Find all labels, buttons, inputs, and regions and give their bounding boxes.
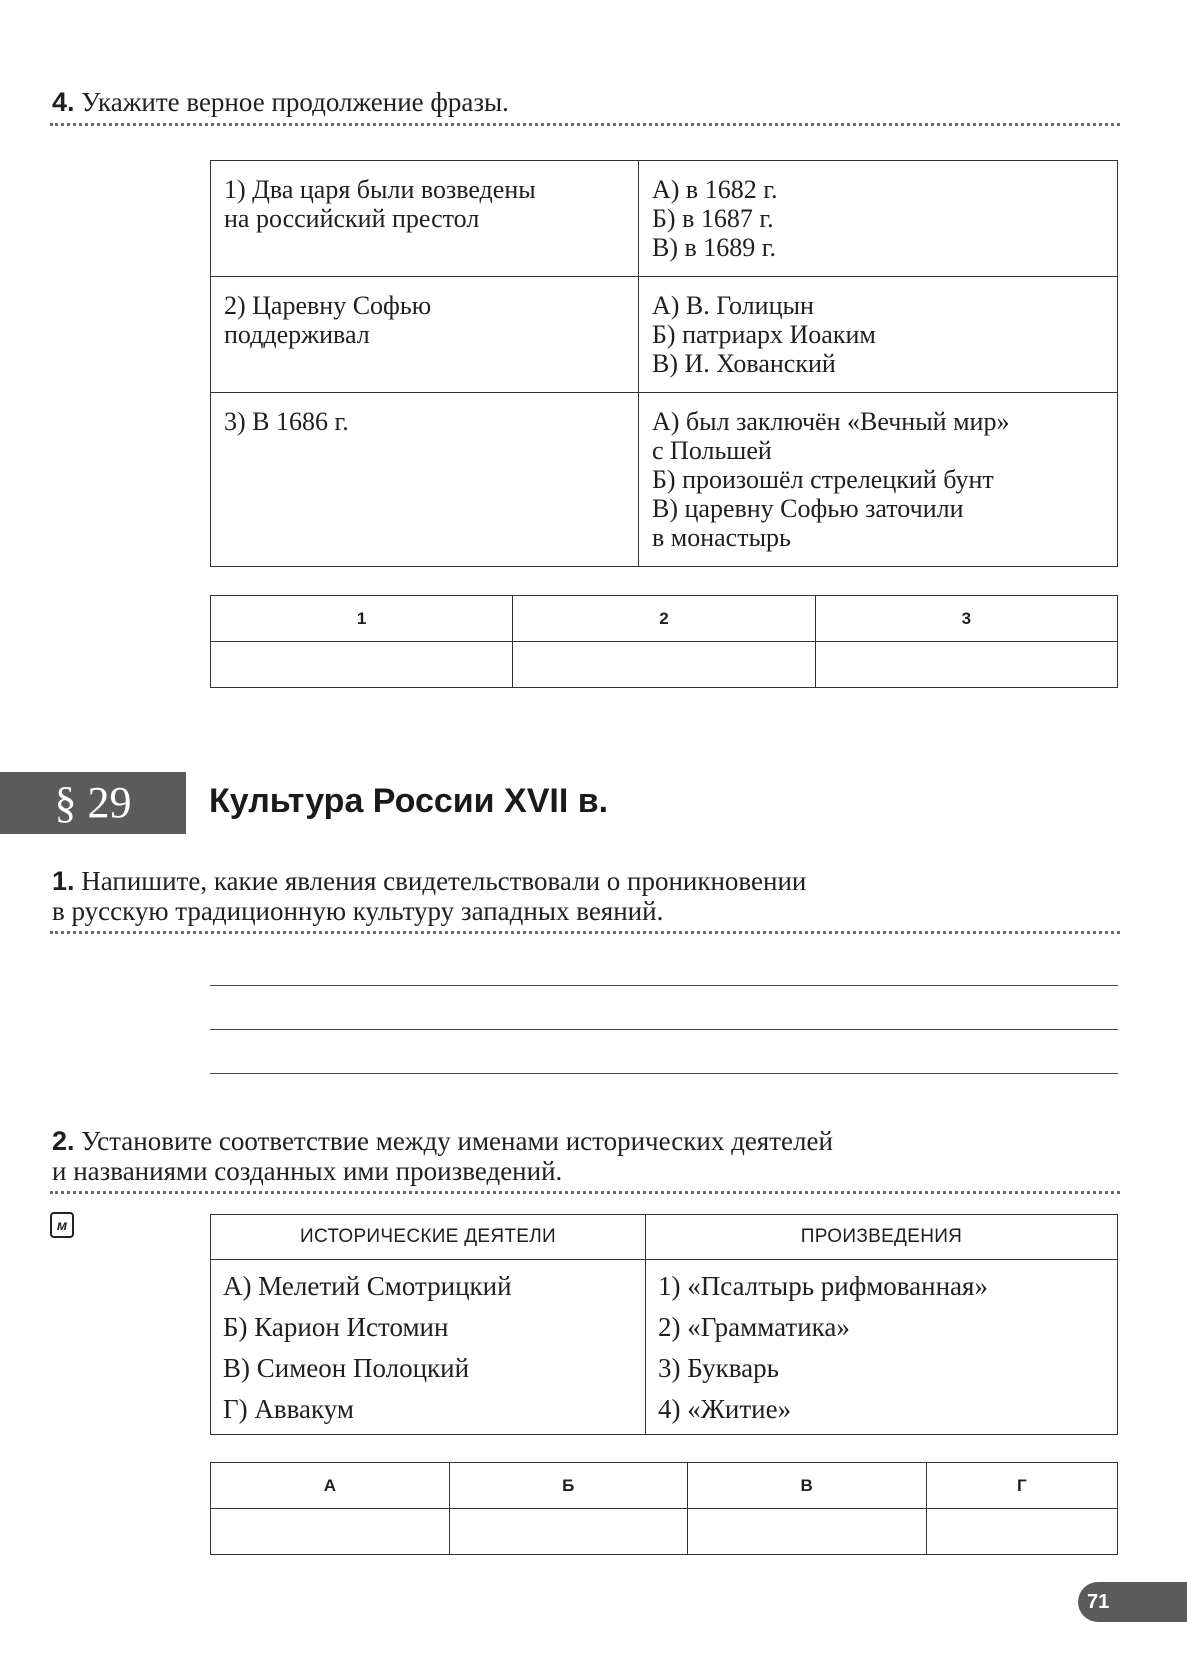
option-line: А) В. Голицын — [652, 291, 814, 320]
table-row — [211, 277, 1118, 393]
list-item: 1) «Псалтырь рифмованная» — [658, 1271, 988, 1301]
option-line: Б) патриарх Иоаким — [652, 320, 876, 349]
works-cell — [646, 1260, 1118, 1435]
options-cell — [639, 393, 1118, 567]
task-4-table — [210, 160, 1118, 567]
answer-writing-line[interactable] — [210, 1073, 1118, 1074]
column-header-persons: ИСТОРИЧЕСКИЕ ДЕЯТЕЛИ — [211, 1215, 646, 1260]
statement-cell — [211, 277, 639, 393]
statement-cell — [211, 161, 639, 277]
task-2-answer-grid — [210, 1462, 1118, 1555]
list-item: Г) Аввакум — [223, 1394, 354, 1424]
answer-cell[interactable] — [687, 1509, 926, 1555]
answer-header: 2 — [513, 596, 815, 642]
answer-cell[interactable] — [926, 1509, 1117, 1555]
task-4-number: 4. — [52, 87, 75, 117]
task-2-matching-table — [210, 1214, 1118, 1435]
task-2-number: 2. — [52, 1126, 75, 1156]
answer-header: В — [687, 1463, 926, 1509]
task-2-heading — [52, 1126, 1122, 1186]
answer-header: 3 — [815, 596, 1117, 642]
task-4-answer-grid — [210, 595, 1118, 688]
task-4-text: Укажите верное продолжение фразы. — [81, 87, 509, 117]
list-item: 2) «Грамматика» — [658, 1312, 850, 1342]
dotted-divider — [50, 931, 1120, 934]
statement-line: 3) В 1686 г. — [224, 407, 349, 436]
option-line: в монастырь — [652, 523, 791, 552]
statement-cell — [211, 393, 639, 567]
table-row — [211, 393, 1118, 567]
list-item: 4) «Житие» — [658, 1394, 792, 1424]
persons-cell — [211, 1260, 646, 1435]
options-cell — [639, 161, 1118, 277]
option-line: А) был заключён «Вечный мир» — [652, 407, 1010, 436]
answer-header: 1 — [211, 596, 513, 642]
statement-line: 2) Царевну Софью — [224, 291, 432, 320]
answer-header: Б — [449, 1463, 687, 1509]
answer-header: А — [211, 1463, 450, 1509]
option-line: с Польшей — [652, 436, 772, 465]
option-line: Б) произошёл стрелецкий бунт — [652, 465, 994, 494]
answer-header: Г — [926, 1463, 1117, 1509]
answer-writing-line[interactable] — [210, 1029, 1118, 1030]
answer-cell[interactable] — [211, 642, 513, 688]
option-line: Б) в 1687 г. — [652, 204, 774, 233]
task-1-number: 1. — [52, 866, 75, 896]
m-icon: м — [50, 1212, 74, 1238]
list-item: 3) Букварь — [658, 1353, 779, 1383]
list-item: Б) Карион Истомин — [223, 1312, 449, 1342]
column-header-works: ПРОИЗВЕДЕНИЯ — [646, 1215, 1118, 1260]
answer-cell[interactable] — [513, 642, 815, 688]
task-2-text-line: Установите соответствие между именами исторических деятелей — [81, 1126, 833, 1156]
answer-cell[interactable] — [449, 1509, 687, 1555]
list-item: А) Мелетий Смотрицкий — [223, 1271, 512, 1301]
task-2-text-line: и названиями созданных ими произведений. — [52, 1156, 563, 1186]
section-title: Культура России XVII в. — [209, 782, 609, 820]
dotted-divider — [50, 1191, 1120, 1194]
answer-cell[interactable] — [815, 642, 1117, 688]
options-cell — [639, 277, 1118, 393]
task-1-text-line: в русскую традиционную культуру западных веяний. — [52, 896, 664, 926]
statement-line: на российский престол — [224, 204, 480, 233]
option-line: В) И. Хованский — [652, 349, 836, 378]
list-item: В) Симеон Полоцкий — [223, 1353, 470, 1383]
task-1-heading — [52, 866, 1122, 926]
statement-line: поддерживал — [224, 320, 370, 349]
option-line: А) в 1682 г. — [652, 175, 778, 204]
page-number: 71 — [1087, 1591, 1110, 1613]
statement-line: 1) Два царя были возведены — [224, 175, 536, 204]
option-line: В) в 1689 г. — [652, 233, 777, 262]
task-1-text-line: Напишите, какие явления свидетельствовали о проникновении — [81, 866, 807, 896]
option-line: В) царевну Софью заточили — [652, 494, 964, 523]
answer-cell[interactable] — [211, 1509, 450, 1555]
table-row — [211, 161, 1118, 277]
dotted-divider — [50, 123, 1120, 126]
answer-writing-line[interactable] — [210, 985, 1118, 986]
section-number-badge: § 29 — [0, 772, 186, 834]
task-4-heading — [52, 87, 509, 117]
